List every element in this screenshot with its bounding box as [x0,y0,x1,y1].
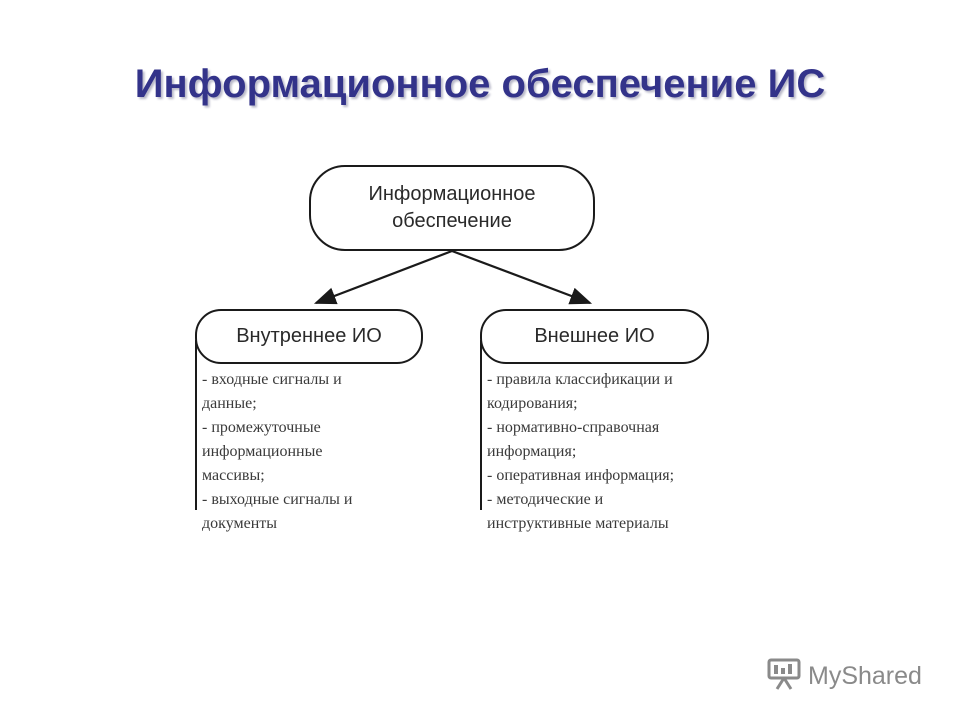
internal-bracket-line [195,340,197,510]
list-item: данные; [202,395,257,412]
watermark-text: MyShared [808,661,922,690]
list-item: массивы; [202,467,265,484]
list-item: - оперативная информация; [487,467,675,484]
list-item: - промежуточные [202,419,321,436]
list-item: - нормативно-справочная [487,419,660,436]
external-io-label: Внешнее ИО [534,325,655,347]
external-io-list [487,368,737,536]
root-node-line-2: обеспечение [392,210,512,232]
internal-io-list [202,368,402,536]
list-item: инструктивные материалы [487,515,669,532]
root-node-line-1: Информационное [368,183,536,205]
presentation-board-icon [766,657,802,696]
arrow-to-internal [316,251,452,303]
list-item: - правила классификации и [487,371,673,388]
root-node-information-support [309,165,595,251]
list-item: - методические и [487,491,604,508]
internal-io-label: Внутреннее ИО [236,325,382,347]
list-item: - входные сигналы и [202,371,342,388]
slide-title: Информационное обеспечение ИС [134,62,826,106]
list-item: документы [202,515,278,532]
list-item: информационные [202,443,323,460]
external-io-node [480,309,709,364]
external-bracket-line [480,340,482,510]
internal-io-node [195,309,423,364]
list-item: кодирования; [487,395,578,412]
list-item: - выходные сигналы и [202,491,353,508]
list-item: информация; [487,443,577,460]
myshared-watermark [766,656,922,696]
arrow-to-external [452,251,590,303]
